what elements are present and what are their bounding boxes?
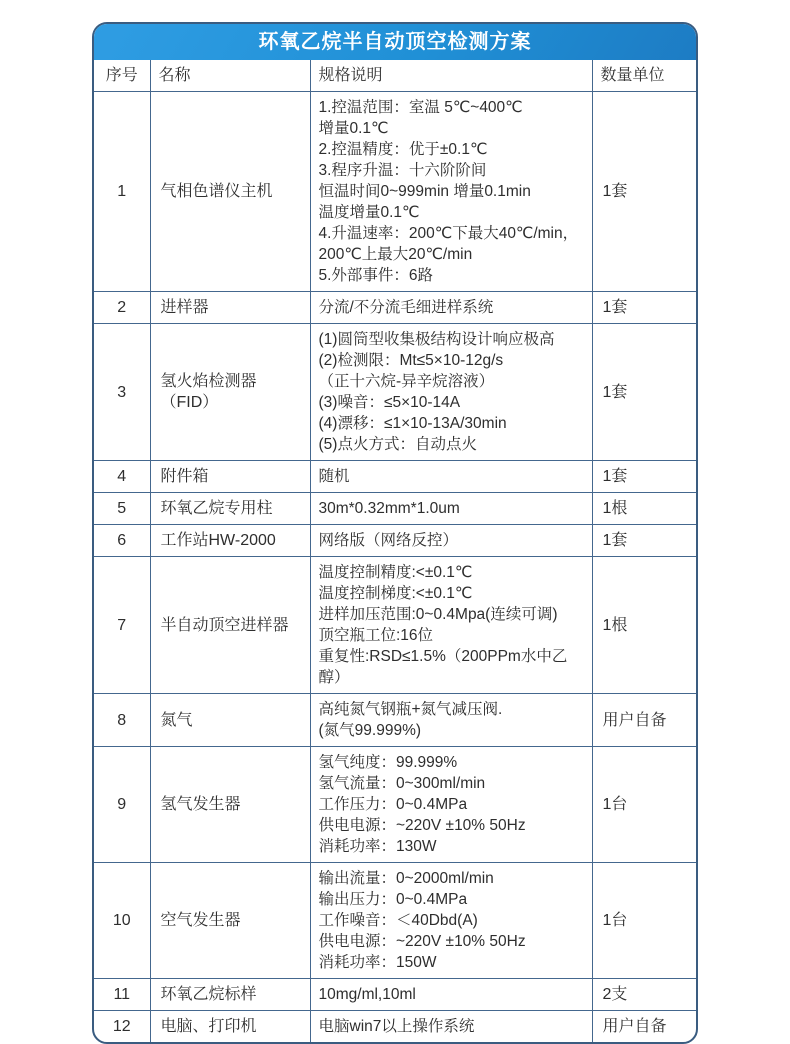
cell-qty: 1台 [592, 747, 698, 863]
cell-qty: 1套 [592, 324, 698, 461]
spec-line: 增量0.1℃ [318, 120, 389, 137]
cell-name: 环氧乙烷专用柱 [150, 493, 310, 525]
cell-qty: 1套 [592, 92, 698, 292]
cell-no: 10 [94, 863, 150, 979]
cell-spec [310, 863, 592, 979]
cell-spec [310, 979, 592, 1011]
spec-line: 恒温时间0~999min 增量0.1min [318, 183, 531, 200]
spec-line: 分流/不分流毛细进样系统 [318, 299, 494, 316]
spec-line: 温度控制精度:<±0.1℃ [318, 564, 473, 581]
page-title: 环氧乙烷半自动顶空检测方案 [94, 24, 696, 60]
cell-spec [310, 461, 592, 493]
spec-line: 3.程序升温：十六阶阶间 [318, 162, 487, 179]
header-spec: 规格说明 [310, 60, 592, 92]
cell-qty: 1台 [592, 863, 698, 979]
cell-name: 氢火焰检测器（FID） [150, 324, 310, 461]
cell-no: 12 [94, 1011, 150, 1043]
spec-line: 重复性:RSD≤1.5%（200PPm水中乙醇） [318, 648, 568, 686]
cell-spec [310, 493, 592, 525]
spec-line: 供电电源：~220V ±10% 50Hz [318, 933, 526, 950]
spec-line: (3)噪音：≤5×10-14A [318, 394, 461, 411]
table-row [94, 979, 698, 1011]
cell-no: 1 [94, 92, 150, 292]
spec-line: 高纯氮气钢瓶+氮气减压阀. [318, 701, 503, 718]
cell-qty: 1套 [592, 292, 698, 324]
cell-name: 工作站HW-2000 [150, 525, 310, 557]
cell-name: 半自动顶空进样器 [150, 557, 310, 694]
cell-spec [310, 324, 592, 461]
table-row [94, 292, 698, 324]
cell-spec [310, 557, 592, 694]
spec-line: (2)检测限：Mt≤5×10-12g/s [318, 352, 504, 369]
spec-line: 电脑win7以上操作系统 [318, 1018, 475, 1035]
cell-spec [310, 694, 592, 747]
cell-name: 空气发生器 [150, 863, 310, 979]
spec-line: 4.升温速率：200℃下最大40℃/min， [318, 225, 579, 242]
cell-name: 附件箱 [150, 461, 310, 493]
spec-line: 输出压力：0~0.4MPa [318, 891, 468, 908]
spec-line: 2.控温精度：优于±0.1℃ [318, 141, 488, 158]
spec-line: 200℃上最大20℃/min [318, 246, 473, 263]
header-no: 序号 [94, 60, 150, 92]
spec-line: (1)圆筒型收集极结构设计响应极高 [318, 331, 555, 348]
cell-spec [310, 292, 592, 324]
spec-line: (5)点火方式：自动点火 [318, 436, 477, 453]
spec-line: 5.外部事件：6路 [318, 267, 434, 284]
cell-qty: 2支 [592, 979, 698, 1011]
table-row [94, 694, 698, 747]
table-row [94, 493, 698, 525]
cell-name: 环氧乙烷标样 [150, 979, 310, 1011]
cell-spec [310, 525, 592, 557]
header-row [94, 60, 698, 92]
spec-line: 温度增量0.1℃ [318, 204, 420, 221]
spec-line: 顶空瓶工位:16位 [318, 627, 434, 644]
spec-table [94, 60, 698, 1042]
spec-line: 消耗功率：130W [318, 838, 437, 855]
cell-qty: 用户自备 [592, 694, 698, 747]
table-header [94, 60, 698, 92]
spec-line: 1.控温范围：室温 5℃~400℃ [318, 99, 523, 116]
cell-spec [310, 92, 592, 292]
spec-line: 10mg/ml,10ml [318, 986, 416, 1003]
spec-card [92, 22, 698, 1044]
spec-line: (4)漂移：≤1×10-13A/30min [318, 415, 507, 432]
spec-line: 输出流量：0~2000ml/min [318, 870, 494, 887]
table-row [94, 747, 698, 863]
cell-qty: 1根 [592, 557, 698, 694]
cell-spec [310, 747, 592, 863]
spec-line: 氢气流量：0~300ml/min [318, 775, 486, 792]
cell-qty: 用户自备 [592, 1011, 698, 1043]
cell-no: 7 [94, 557, 150, 694]
cell-no: 2 [94, 292, 150, 324]
cell-no: 9 [94, 747, 150, 863]
cell-name: 电脑、打印机 [150, 1011, 310, 1043]
cell-no: 3 [94, 324, 150, 461]
cell-name: 进样器 [150, 292, 310, 324]
table-row [94, 525, 698, 557]
cell-no: 4 [94, 461, 150, 493]
table-row [94, 461, 698, 493]
spec-line: 工作压力：0~0.4MPa [318, 796, 468, 813]
spec-line: 工作噪音：＜40Dbd(A) [318, 912, 478, 929]
spec-line: 随机 [318, 468, 350, 485]
cell-qty: 1套 [592, 461, 698, 493]
cell-no: 11 [94, 979, 150, 1011]
cell-spec [310, 1011, 592, 1043]
spec-line: (氮气99.999%) [318, 722, 422, 739]
cell-qty: 1根 [592, 493, 698, 525]
cell-qty: 1套 [592, 525, 698, 557]
table-row [94, 92, 698, 292]
cell-name: 氢气发生器 [150, 747, 310, 863]
header-qty: 数量单位 [592, 60, 698, 92]
cell-name: 气相色谱仪主机 [150, 92, 310, 292]
table-row [94, 863, 698, 979]
header-name: 名称 [150, 60, 310, 92]
table-row [94, 324, 698, 461]
spec-line: 温度控制梯度:<±0.1℃ [318, 585, 473, 602]
cell-name: 氮气 [150, 694, 310, 747]
table-body [94, 92, 698, 1043]
table-row [94, 1011, 698, 1043]
cell-no: 5 [94, 493, 150, 525]
cell-no: 8 [94, 694, 150, 747]
spec-line: 消耗功率：150W [318, 954, 437, 971]
spec-line: 供电电源：~220V ±10% 50Hz [318, 817, 526, 834]
spec-line: 30m*0.32mm*1.0um [318, 500, 460, 517]
cell-no: 6 [94, 525, 150, 557]
table-row [94, 557, 698, 694]
spec-line: 进样加压范围:0~0.4Mpa(连续可调) [318, 606, 558, 623]
spec-line: （正十六烷-异辛烷溶液） [318, 373, 495, 390]
spec-line: 氢气纯度：99.999% [318, 754, 458, 771]
spec-line: 网络版（网络反控） [318, 532, 459, 549]
